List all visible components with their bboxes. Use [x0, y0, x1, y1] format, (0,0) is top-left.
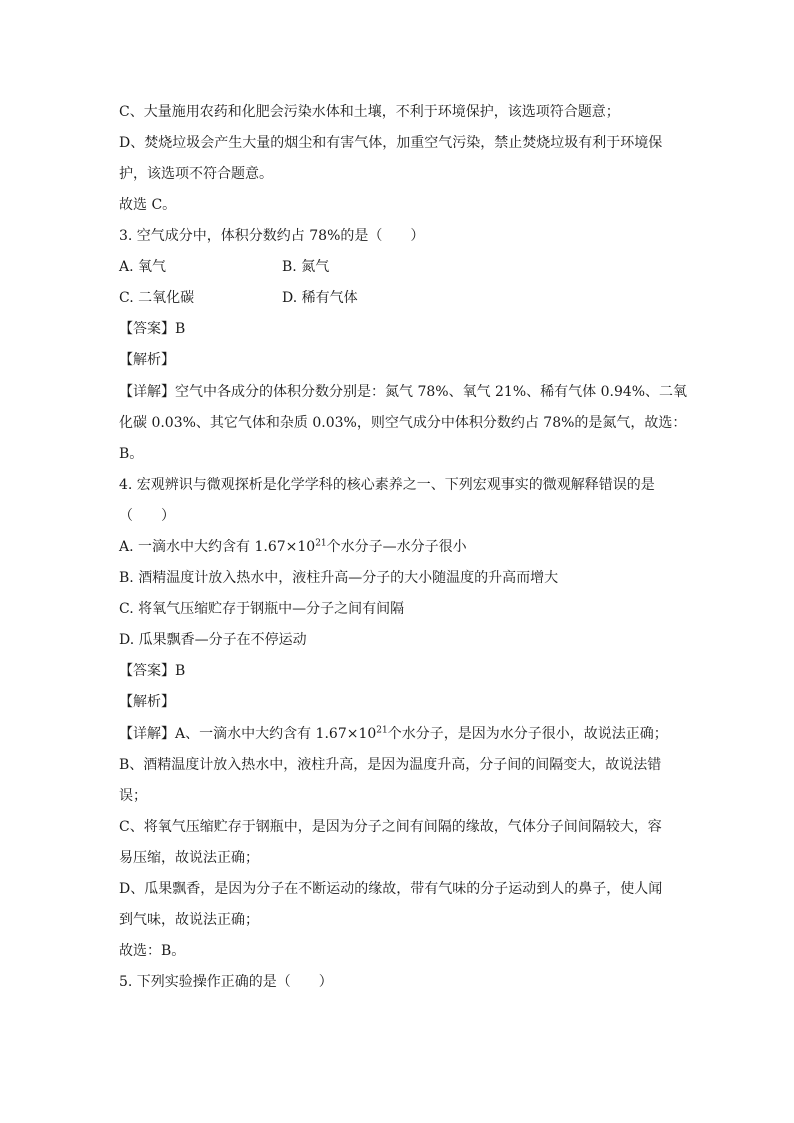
q4-detail-a-text-cont: 个水分子，是因为水分子很小，故说法正确； [387, 726, 668, 742]
q4-answer-choice: 故选：B。 [119, 943, 186, 959]
question-5-stem: 5. 下列实验操作正确的是（ ） [119, 974, 333, 990]
q4-answer: 【答案】B [119, 663, 186, 679]
q3-option-b: B. 氮气 [282, 259, 330, 275]
q3-option-a: A. 氧气 [119, 259, 167, 275]
q3-detail-line-3: B。 [119, 446, 144, 462]
question-3-stem: 3. 空气成分中，体积分数约占 78%的是（ ） [119, 228, 425, 244]
q4-option-b: B. 酒精温度计放入热水中，液柱升高—分子的大小随温度的升高而增大 [119, 570, 559, 586]
exponent: 21 [376, 725, 388, 736]
question-4-stem-cont: （ ） [119, 508, 175, 524]
q4-detail-a [119, 724, 668, 744]
answer-choice-q2: 故选 C。 [119, 197, 177, 213]
q3-answer: 【答案】B [119, 321, 186, 337]
q3-option-d: D. 稀有气体 [282, 290, 358, 306]
q4-detail-d-cont: 到气味，故说法正确； [119, 912, 259, 928]
q4-option-d: D. 瓜果飘香—分子在不停运动 [119, 632, 307, 648]
q4-detail-d: D、瓜果飘香，是因为分子在不断运动的缘故，带有气味的分子运动到人的鼻子，使人闻 [119, 881, 663, 897]
q3-detail-line-1: 【详解】空气中各成分的体积分数分别是：氮气 78%、氧气 21%、稀有气体 0.94%、二氧 [119, 384, 688, 400]
q4-option-a-text: A. 一滴水中大约含有 1.67×10 [119, 539, 316, 555]
question-4-stem: 4. 宏观辨识与微观探析是化学学科的核心素养之一、下列宏观事实的微观解释错误的是 [119, 477, 655, 493]
q4-detail-b: B、酒精温度计放入热水中，液柱升高，是因为温度升高，分子间的间隔变大，故说法错 [119, 757, 662, 773]
q4-detail-c-cont: 易压缩，故说法正确； [119, 850, 259, 866]
q4-option-a [119, 537, 467, 557]
q3-detail-line-2: 化碳 0.03%、其它气体和杂质 0.03%，则空气成分中体积分数约占 78%的是氮气，故选： [119, 415, 687, 431]
q3-analysis-heading: 【解析】 [119, 352, 175, 368]
q4-option-c: C. 将氧气压缩贮存于钢瓶中—分子之间有间隔 [119, 601, 405, 617]
q4-detail-b-cont: 误； [119, 788, 147, 804]
q4-detail-c: C、将氧气压缩贮存于钢瓶中，是因为分子之间有间隔的缘故，气体分子间间隔较大，容 [119, 819, 662, 835]
q3-option-c: C. 二氧化碳 [119, 290, 195, 306]
explanation-option-c: C、大量施用农药和化肥会污染水体和土壤，不利于环境保护，该选项符合题意； [119, 104, 620, 120]
explanation-option-d: D、焚烧垃圾会产生大量的烟尘和有害气体，加重空气污染，禁止焚烧垃圾有利于环境保 [119, 135, 663, 151]
explanation-option-d-cont: 护，该选项不符合题意。 [119, 166, 273, 182]
q4-detail-a-text: 【详解】A、一滴水中大约含有 1.67×10 [119, 726, 377, 742]
q4-option-a-text-cont: 个水分子—水分子很小 [326, 539, 467, 555]
exponent: 21 [315, 538, 327, 549]
q4-analysis-heading: 【解析】 [119, 694, 175, 710]
